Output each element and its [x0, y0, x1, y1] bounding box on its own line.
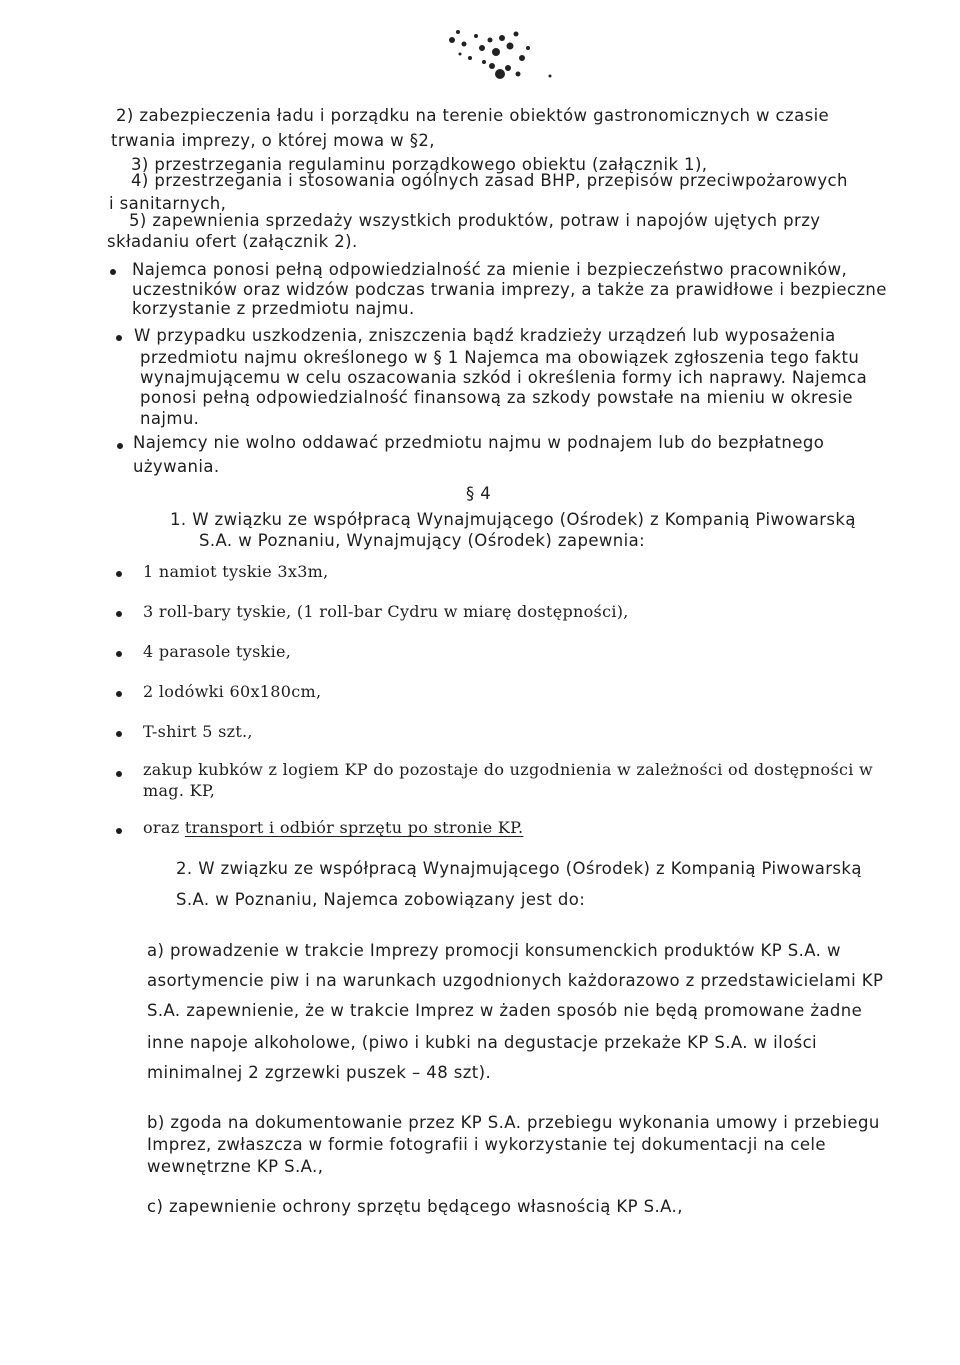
clause-a-line-1: a) prowadzenie w trakcie Imprezy promocji konsumenckich produktów KP S.A. w [147, 941, 841, 960]
equipment-item: 1 namiot tyskie 3x3m, [143, 562, 329, 581]
item-5-line-1: 5) zapewnienia sprzedaży wszystkich produktów, potraw i napojów ujętych przy [129, 211, 821, 230]
bullet-dot [116, 611, 122, 617]
sublet-line-1: Najemcy nie wolno oddawać przedmiotu najmu w podnajem lub do bezpłatnego [133, 433, 825, 452]
liability-line-1: Najemca ponosi pełną odpowiedzialność za mienie i bezpieczeństwo pracowników, [132, 260, 848, 279]
equipment-item-cont: mag. KP, [143, 781, 216, 800]
item-4-line-1: 4) przestrzegania i stosowania ogólnych zasad BHP, przepisów przeciwpożarowych [131, 171, 848, 190]
equipment-item: zakup kubków z logiem KP do pozostaje do uzgodnienia w zależności od dostępności w [143, 760, 874, 779]
clause-a-line-5: minimalnej 2 zgrzewki puszek – 48 szt). [147, 1063, 492, 1082]
bullet-dot [110, 269, 116, 275]
clause-a-line-4: inne napoje alkoholowe, (piwo i kubki na degustacje przekaże KP S.A. w ilości [147, 1033, 818, 1052]
sublet-line-2: używania. [133, 457, 220, 476]
bullet-dot [116, 771, 122, 777]
clause-a-line-2: asortymencie piw i na warunkach uzgodnionych każdorazowo z przedstawicielami KP [147, 971, 884, 990]
damage-line-3: wynajmującemu w celu oszacowania szkód i określenia formy ich naprawy. Najemca [140, 368, 868, 387]
damage-line-4: ponosi pełną odpowiedzialność finansową za szkody powstałe na mieniu w okresie [140, 388, 853, 407]
transport-underlined: transport i odbiór sprzętu po stronie KP. [184, 818, 524, 837]
damage-line-2: przedmiotu najmu określonego w § 1 Najemca ma obowiązek zgłoszenia tego faktu [140, 348, 860, 367]
clause-b-line-1: b) zgoda na dokumentowanie przez KP S.A. przebiegu wykonania umowy i przebiegu [147, 1113, 880, 1132]
item-4-line-2: i sanitarnych, [109, 194, 227, 213]
bullet-dot [116, 691, 122, 697]
bullet-dot [117, 443, 123, 449]
clause-b-line-2: Imprez, zwłaszcza w formie fotografii i wykorzystanie tej dokumentacji na cele [147, 1135, 826, 1154]
clause-c-line-1: c) zapewnienie ochrony sprzętu będącego własnością KP S.A., [147, 1197, 683, 1216]
equipment-item: T-shirt 5 szt., [143, 722, 253, 741]
point-2-line-1: 2. W związku ze współpracą Wynajmującego (Ośrodek) z Kompanią Piwowarską [176, 859, 862, 878]
point-1-line-2: S.A. w Poznaniu, Wynajmujący (Ośrodek) zapewnia: [199, 531, 646, 550]
damage-line-1: W przypadku uszkodzenia, zniszczenia bądź kradzieży urządzeń lub wyposażenia [134, 326, 836, 345]
transport-prefix: oraz [143, 818, 180, 837]
ink-smudge-mark [430, 18, 560, 98]
damage-line-5: najmu. [140, 409, 200, 428]
point-1-line-1: 1. W związku ze współpracą Wynajmującego (Ośrodek) z Kompanią Piwowarską [170, 510, 856, 529]
bullet-dot [116, 651, 122, 657]
bullet-dot [116, 828, 122, 834]
item-2-line-1: 2) zabezpieczenia ładu i porządku na terenie obiektów gastronomicznych w czasie [116, 106, 830, 125]
clause-a-line-3: S.A. zapewnienie, że w trakcie Imprez w żaden sposób nie będą promowane żadne [147, 1001, 863, 1020]
bullet-dot [116, 571, 122, 577]
item-2-line-2: trwania imprezy, o której mowa w §2, [111, 131, 435, 150]
section-heading: § 4 [466, 484, 492, 503]
item-3: 3) przestrzegania regulaminu porządkowego obiektu (załącznik 1), [131, 155, 708, 174]
bullet-dot [116, 335, 122, 341]
equipment-item: 3 roll-bary tyskie, (1 roll-bar Cydru w miarę dostępności), [143, 602, 629, 621]
liability-line-3: korzystanie z przedmiotu najmu. [132, 299, 415, 318]
equipment-item: 2 lodówki 60x180cm, [143, 682, 322, 701]
liability-line-2: uczestników oraz widzów podczas trwania imprezy, a także za prawidłowe i bezpieczne [132, 280, 887, 299]
equipment-item: 4 parasole tyskie, [143, 642, 292, 661]
point-2-line-2: S.A. w Poznaniu, Najemca zobowiązany jest do: [176, 890, 586, 909]
bullet-dot [116, 731, 122, 737]
item-5-line-2: składaniu ofert (załącznik 2). [107, 232, 358, 251]
clause-b-line-3: wewnętrzne KP S.A., [147, 1157, 324, 1176]
equipment-item-transport [143, 820, 523, 836]
